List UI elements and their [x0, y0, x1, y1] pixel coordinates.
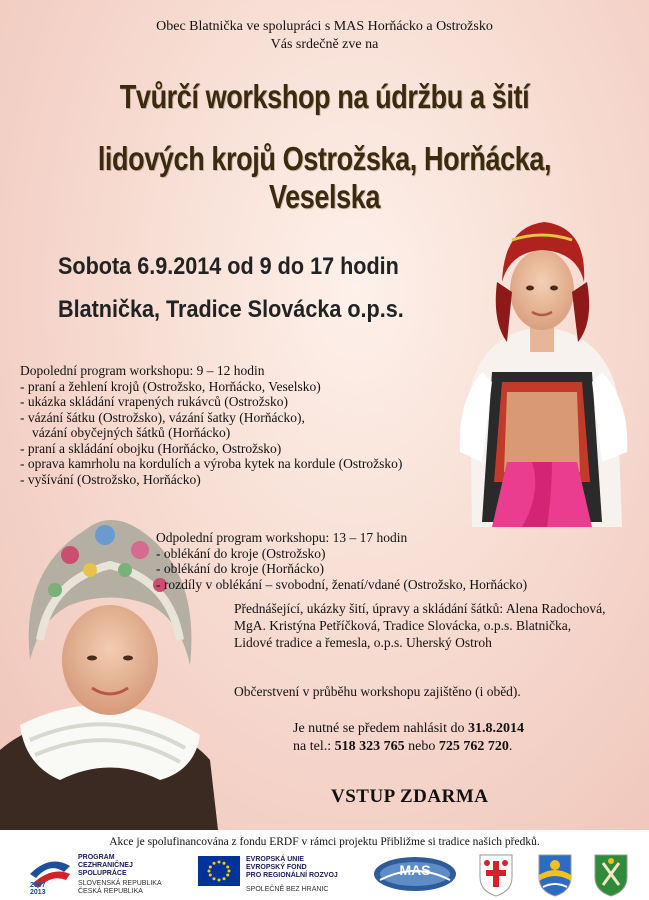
registration: [293, 720, 524, 756]
sponsor-logos: [0, 852, 649, 900]
coat-of-arms-3: [593, 852, 629, 898]
morning-program-title: Dopolední program workshopu: 9 – 12 hodin: [20, 363, 265, 378]
deadline-date: 31.8.2014: [467, 721, 524, 736]
event-place: Blatnička, Tradice Slovácka o.p.s.: [58, 296, 404, 323]
registration-prefix: Je nutné se předem nahlásit do: [293, 721, 468, 736]
eu-fund-title: [246, 856, 338, 880]
headline-line-2: lidových krojů Ostrožska, Horňácka, Veselska: [97, 140, 552, 215]
morning-item: vázání obyčejných šátků (Horňácko): [32, 425, 231, 440]
phone-number-2[interactable]: 725 762 720: [438, 739, 509, 754]
mas-label: MAS: [399, 862, 431, 878]
afternoon-item: - rozdíly v oblékání – svobodní, ženatí/vdané (Ostrožsko, Horňácko): [156, 576, 528, 592]
coat-of-arms-2: [537, 852, 573, 898]
speakers-line: MgA. Kristýna Petříčková, Tradice Slovácka, o.p.s. Blatnička,: [234, 618, 572, 633]
registration-phones: [293, 738, 524, 756]
crossborder-line: PROGRAM: [78, 854, 115, 861]
eu-line: EVROPSKÝ FOND: [246, 864, 307, 871]
refreshments-note: Občerstvení v průběhu workshopu zajištěno (i oběd).: [234, 684, 521, 699]
eu-slogan: SPOLEČNĚ BEZ HRANIC: [246, 886, 329, 893]
eu-flag-logo: [198, 852, 368, 898]
afternoon-item: - oblékání do kroje (Horňácko): [156, 561, 324, 576]
afternoon-item: - oblékání do kroje (Ostrožsko): [156, 545, 326, 561]
morning-item: - vyšívání (Ostrožsko, Horňácko): [20, 471, 201, 487]
program-years: [30, 882, 46, 896]
phone-suffix: .: [508, 739, 513, 754]
crossborder-countries: [78, 880, 162, 896]
morning-item: - oprava kamrholu na kordulích a výroba kytek na kordule (Ostrožsko): [20, 456, 403, 471]
crossborder-line: CEZHRANIČNEJ: [78, 862, 133, 869]
tel-prefix: na tel.:: [293, 739, 335, 754]
morning-program: [20, 363, 510, 487]
phone-joiner: nebo: [404, 739, 439, 754]
speakers-line: Lidové tradice a řemesla, o.p.s. Uherský Ostroh: [234, 635, 492, 650]
morning-item: - praní a žehlení krojů (Ostrožsko, Horňácko, Veselsko): [20, 378, 321, 394]
morning-item: - ukázka skládání vrapených rukávců (Ostrožsko): [20, 394, 289, 409]
eu-flag-icon: [198, 856, 240, 886]
morning-item: - vázání šátku (Ostrožsko), vázání šatky (Horňácko),: [20, 409, 305, 425]
phone-number-1[interactable]: 518 323 765: [334, 739, 405, 754]
event-date: Sobota 6.9.2014 od 9 do 17 hodin: [58, 253, 399, 280]
registration-deadline: [293, 720, 524, 738]
intro: [0, 18, 649, 54]
afternoon-program-title: Odpolední program workshopu: 13 – 17 hodin: [156, 530, 408, 545]
morning-item: - praní a skládání obojku (Horňácko, Ostrožsko): [20, 440, 282, 456]
eu-line: EVROPSKÁ UNIE: [246, 856, 304, 863]
mas-logo: [372, 852, 462, 898]
speakers: [234, 600, 644, 651]
crossborder-country: SLOVENSKÁ REPUBLIKA: [78, 880, 162, 887]
crossborder-title: [78, 854, 133, 878]
funding-note: Akce je spolufinancována z fondu ERDF v rámci projektu Přibližme si tradice našich předků.: [109, 836, 540, 848]
crossborder-country: ČESKÁ REPUBLIKA: [78, 888, 143, 895]
free-admission: VSTUP ZDARMA: [331, 786, 489, 807]
coat-of-arms-1: [478, 852, 514, 898]
intro-organizers: Obec Blatnička ve spolupráci s MAS Horňácko a Ostrožsko: [156, 19, 493, 34]
crossborder-line: SPOLUPRÁCE: [78, 870, 127, 877]
speakers-line: Přednášející, ukázky šití, úpravy a skládání šátků: Alena Radochová,: [234, 601, 606, 616]
headline-line-1: Tvůrčí workshop na údržbu a šití: [119, 78, 530, 115]
afternoon-program: [156, 530, 636, 592]
year-end: 2013: [30, 889, 46, 896]
eu-line: PRO REGIONÁLNÍ ROZVOJ: [246, 872, 338, 879]
intro-invite: Vás srdečně zve na: [270, 37, 379, 52]
crossborder-program-logo: [28, 852, 178, 898]
year-start: 2007: [30, 882, 46, 889]
